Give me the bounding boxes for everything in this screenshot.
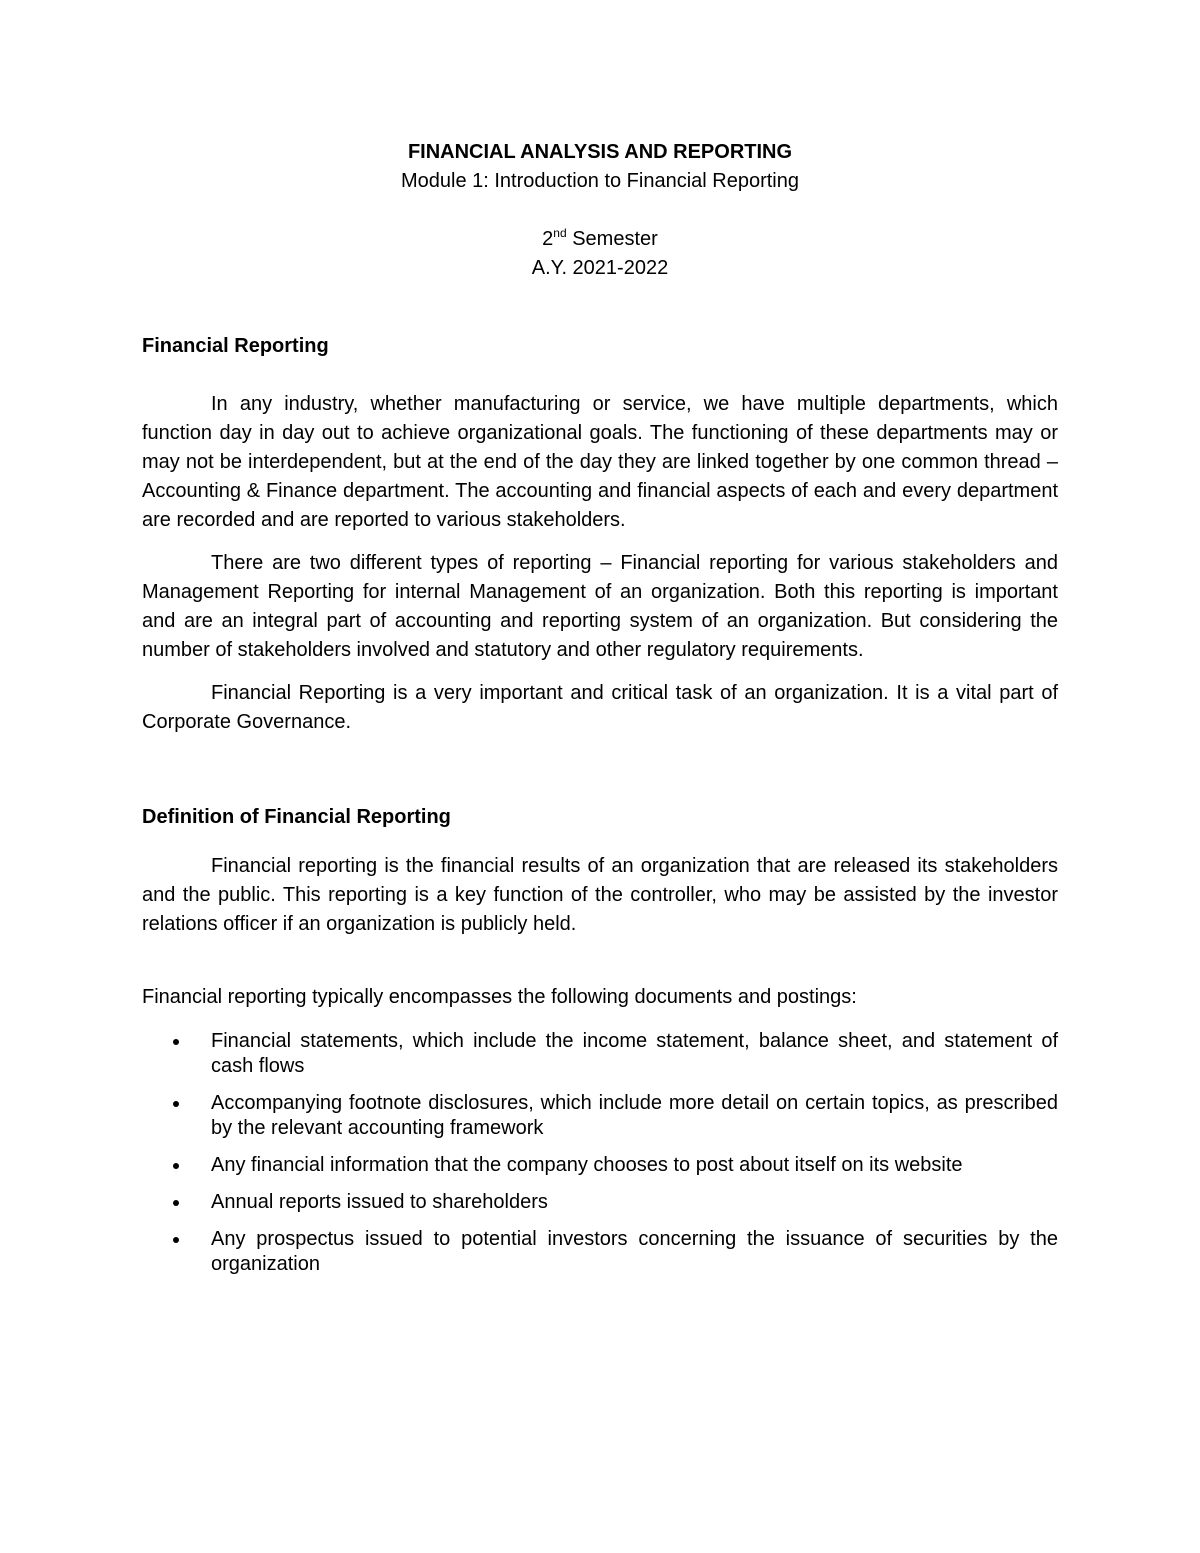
list-item: Any financial information that the company chooses to post about itself on its website: [142, 1153, 1058, 1178]
paragraph-corporate-governance: Financial Reporting is a very important and critical task of an organization. It is a vital part of Corporate Governance.: [142, 682, 1058, 733]
module-subtitle: Module 1: Introduction to Financial Reporting: [400, 170, 799, 192]
bullet-icon: [173, 1039, 179, 1045]
semester-word: Semester: [566, 228, 658, 250]
list-item: Annual reports issued to shareholders: [142, 1190, 1058, 1215]
list-item: Any prospectus issued to potential investors concerning the issuance of securities by the organization: [142, 1227, 1058, 1277]
semester-line: [142, 225, 1058, 254]
document-header: [142, 138, 1058, 283]
list-item: Financial statements, which include the income statement, balance sheet, and statement of cash flows: [142, 1029, 1058, 1079]
document-title: FINANCIAL ANALYSIS AND REPORTING: [407, 141, 793, 163]
bullet-icon: [173, 1237, 179, 1243]
academic-year: A.Y. 2021-2022: [531, 257, 669, 279]
paragraph-definition: Financial reporting is the financial results of an organization that are released its stakeholders and the public. This reporting is a key function of the controller, who may be assisted by the investor relations officer if an organization is publicly held.: [142, 855, 1058, 935]
section-heading-definition: Definition of Financial Reporting: [142, 806, 451, 828]
document-page: [142, 138, 1058, 1289]
semester-suffix: nd: [553, 226, 567, 240]
semester-number: 2: [542, 228, 554, 250]
list-item: Accompanying footnote disclosures, which include more detail on certain topics, as prescribed by the relevant accounting framework: [142, 1091, 1058, 1141]
bullet-icon: [173, 1101, 179, 1107]
section-heading-financial-reporting: Financial Reporting: [142, 335, 329, 357]
documents-list: [142, 1029, 1058, 1277]
list-intro: Financial reporting typically encompasses the following documents and postings:: [142, 986, 857, 1008]
bullet-icon: [173, 1200, 179, 1206]
bullet-icon: [173, 1163, 179, 1169]
paragraph-types-of-reporting: There are two different types of reporting – Financial reporting for various stakeholders and Management Reporting for internal Management of an organization. Both this reporting is important and are an integral part of accounting and reporting system of an organization. But considering the number of stakeholders involved and statutory and other regulatory requirements.: [142, 552, 1058, 661]
paragraph-industry: In any industry, whether manufacturing or service, we have multiple departments, which function day in day out to achieve organizational goals. The functioning of these departments may or may not be interdependent, but at the end of the day they are linked together by one common thread – Accounting & Finance department. The accounting and financial aspects of each and every department are recorded and are reported to various stakeholders.: [142, 393, 1058, 531]
